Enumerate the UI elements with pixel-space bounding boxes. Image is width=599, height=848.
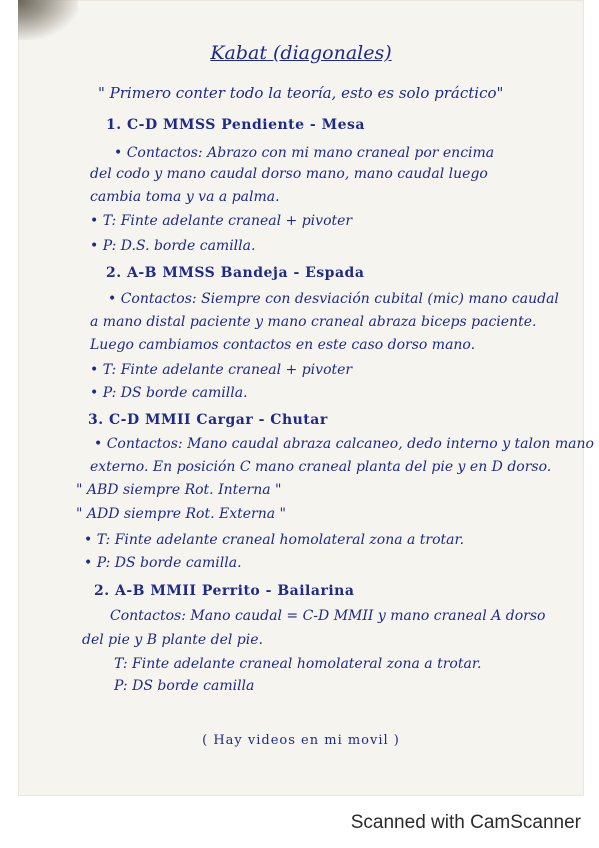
section-line: • Contactos: Abrazo con mi mano craneal por encima xyxy=(114,145,495,161)
section-line: " ABD siempre Rot. Interna " xyxy=(76,482,282,498)
section-line: del codo y mano caudal dorso mano, mano caudal luego xyxy=(90,166,488,182)
section-line: " ADD siempre Rot. Externa " xyxy=(76,506,286,522)
page-corner-shadow xyxy=(18,0,78,40)
section-line: del pie y B plante del pie. xyxy=(82,632,263,648)
section-heading: 2. A-B MMII Perrito - Bailarina xyxy=(94,583,355,599)
section-line: T: Finte adelante craneal homolateral zona a trotar. xyxy=(114,656,482,672)
section-line: • P: DS borde camilla. xyxy=(84,555,242,571)
videos-note: ( Hay videos en mi movil ) xyxy=(202,733,400,748)
section-line: P: DS borde camilla xyxy=(114,678,255,694)
section-heading: 3. C-D MMII Cargar - Chutar xyxy=(88,412,328,428)
section-line: • P: D.S. borde camilla. xyxy=(90,238,256,254)
section-line: Luego cambiamos contactos en este caso dorso mano. xyxy=(90,337,476,353)
section-heading: 2. A-B MMSS Bandeja - Espada xyxy=(106,265,365,281)
section-line: • T: Finte adelante craneal + pivoter xyxy=(90,362,353,378)
scanned-page xyxy=(18,0,594,796)
section-line: • T: Finte adelante craneal homolateral zona a trotar. xyxy=(84,532,465,548)
section-line: a mano distal paciente y mano craneal abraza biceps paciente. xyxy=(90,314,537,330)
section-line: • Contactos: Siempre con desviación cubital (mic) mano caudal xyxy=(108,291,559,307)
section-heading: 1. C-D MMSS Pendiente - Mesa xyxy=(106,117,365,133)
section-line: Contactos: Mano caudal = C-D MMII y mano craneal A dorso xyxy=(110,608,546,624)
section-line: externo. En posición C mano craneal planta del pie y en D dorso. xyxy=(90,459,552,475)
section-line: • T: Finte adelante craneal + pivoter xyxy=(90,213,353,229)
section-line: • P: DS borde camilla. xyxy=(90,385,248,401)
camscanner-watermark: Scanned with CamScanner xyxy=(350,812,581,833)
section-line: • Contactos: Mano caudal abraza calcaneo, dedo interno y talon mano xyxy=(94,436,594,452)
section-line: cambia toma y va a palma. xyxy=(90,189,280,205)
intro-quote: " Primero conter todo la teoría, esto es solo práctico" xyxy=(98,84,504,102)
page-title: Kabat (diagonales) xyxy=(210,42,392,64)
